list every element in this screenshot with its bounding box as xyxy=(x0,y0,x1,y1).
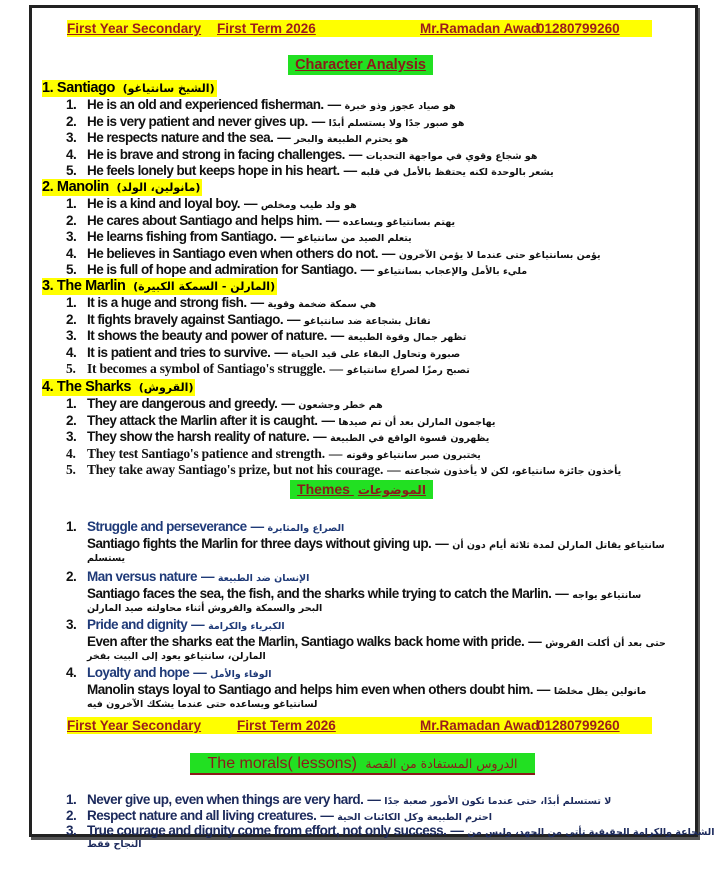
dash: — xyxy=(191,617,205,632)
item-number: 3. xyxy=(66,823,77,838)
header-grade: First Year Secondary xyxy=(67,21,202,36)
section-heading xyxy=(42,80,217,97)
item-number: 2. xyxy=(66,569,77,584)
dash: — xyxy=(243,196,257,211)
item-number: 3. xyxy=(66,429,77,445)
dash: — xyxy=(555,586,569,601)
theme-title: Struggle and perseverance xyxy=(87,519,247,534)
item-arabic: احترم الطبيعة وكل الكائنات الحية xyxy=(337,811,493,823)
item-english: He learns fishing from Santiago. xyxy=(87,229,277,245)
section-heading-ar: (القروش) xyxy=(138,381,194,394)
theme-description-ar: سانتياغو يقاتل المارلن لمدة ثلاثة أيام دون أن xyxy=(452,540,665,551)
character-trait-item xyxy=(66,130,408,148)
item-english: He is an old and experienced fisherman. xyxy=(87,97,324,112)
footer-grade: First Year Secondary xyxy=(67,718,202,733)
top-header-bar xyxy=(67,20,652,37)
item-number: 5. xyxy=(66,361,76,377)
item-english: He is very patient and never gives up. xyxy=(87,113,308,129)
dash: — xyxy=(287,311,300,327)
dash: — xyxy=(250,295,264,310)
dash: — xyxy=(528,634,542,649)
item-arabic: هو ولد طيب ومخلص xyxy=(260,200,357,211)
item-arabic: تظهر جمال وقوة الطبيعة xyxy=(347,332,467,344)
item-english: They are dangerous and greedy. xyxy=(87,396,278,411)
item-arabic: يتعلم الصيد من سانتياغو xyxy=(297,233,412,245)
dash: — xyxy=(381,245,395,261)
themes-title xyxy=(290,480,433,499)
item-arabic: مليء بالأمل والإعجاب بسانتياغو xyxy=(377,266,528,278)
item-arabic: صبورة وتحاول البقاء على قيد الحياة xyxy=(291,348,461,360)
item-english: They take away Santiago's prize, but not his courage. xyxy=(87,462,384,478)
character-trait-item xyxy=(66,446,481,464)
item-number: 5. xyxy=(66,262,77,278)
character-trait-item xyxy=(66,97,456,115)
item-number: 1. xyxy=(66,792,77,807)
item-number: 2. xyxy=(66,807,77,823)
footer-teacher: Mr.Ramadan Awad xyxy=(420,718,540,733)
item-arabic: هو صياد عجوز وذو خبرة xyxy=(344,101,456,112)
dash: — xyxy=(281,396,295,411)
item-number: 3. xyxy=(66,328,77,344)
footer-term: First Term 2026 xyxy=(237,718,336,733)
character-trait-item xyxy=(66,462,621,480)
item-number: 3. xyxy=(66,617,77,632)
item-number: 2. xyxy=(66,212,77,228)
theme-description-ar-continued: البحر والسمكة والقروش أثناء محاولته صيد المارلن xyxy=(87,603,323,614)
dash: — xyxy=(360,262,374,278)
dash: — xyxy=(435,536,449,551)
section-heading-en: 3. The Marlin xyxy=(42,278,130,294)
theme-description-ar-continued: لسانتياغو ويساعده حتى عندما يشكك الآخرون فيه xyxy=(87,699,318,710)
header-term: First Term 2026 xyxy=(217,21,316,36)
character-trait-item xyxy=(66,396,383,414)
section-heading-en: 2. Manolin xyxy=(42,179,113,195)
section-heading xyxy=(42,379,195,396)
item-arabic: يهاجمون المارلن بعد أن تم صيدها xyxy=(338,416,496,428)
item-number: 5. xyxy=(66,462,76,478)
theme-description xyxy=(87,536,665,554)
item-english: He is a kind and loyal boy. xyxy=(87,196,240,211)
theme-title-ar: الكبرياء والكرامة xyxy=(208,621,285,632)
moral-item xyxy=(66,823,715,841)
theme-title: Man versus nature xyxy=(87,569,197,584)
item-arabic: تقاتل بشجاعة ضد سانتياغو xyxy=(304,315,431,327)
section-heading xyxy=(42,278,277,295)
dash: — xyxy=(343,163,357,179)
theme-title-ar: الصراع والمثابرة xyxy=(267,523,345,534)
theme-title-row xyxy=(66,519,344,537)
character-trait-item xyxy=(66,328,466,346)
item-arabic: يشعر بالوحدة لكنه يحتفظ بالأمل في قلبه xyxy=(360,167,554,179)
theme-description xyxy=(87,586,641,604)
item-english: True courage and dignity come from effort, not only success. xyxy=(87,823,447,838)
theme-title: Pride and dignity xyxy=(87,617,188,632)
item-english: It shows the beauty and power of nature. xyxy=(87,328,327,344)
section-heading-ar: (مانولين، الولد) xyxy=(116,181,201,194)
theme-description-en: Santiago faces the sea, the fish, and the sharks while trying to catch the Marlin. xyxy=(87,586,552,601)
character-analysis-title: Character Analysis xyxy=(288,55,433,75)
dash: — xyxy=(277,130,291,146)
item-english: He cares about Santiago and helps him. xyxy=(87,212,322,228)
themes-title-ar: الموضوعات xyxy=(357,483,426,497)
dash: — xyxy=(329,361,343,377)
dash: — xyxy=(348,146,362,162)
item-arabic: يؤمن بسانتياغو حتى عندما لا يؤمن الآخرون xyxy=(398,249,601,261)
item-arabic: هو شجاع وقوي في مواجهة التحديات xyxy=(365,150,538,162)
theme-title-row xyxy=(66,569,309,587)
item-arabic: لا تستسلم أبدًا، حتى عندما تكون الأمور صعبة جدًا xyxy=(384,796,612,807)
item-arabic: الشجاعة والكرامة الحقيقية تأتي من الجهد، وليس من xyxy=(467,827,715,838)
dash: — xyxy=(320,807,334,823)
section-heading-ar: (المارلن - السمكة الكبيرة) xyxy=(133,280,276,293)
character-trait-item xyxy=(66,413,496,431)
moral-arabic-continued: النجاح فقط xyxy=(87,839,142,850)
header-teacher: Mr.Ramadan Awad xyxy=(420,21,540,36)
theme-title-ar: الإنسان ضد الطبيعة xyxy=(217,573,310,584)
theme-description-ar-continued: المارلن، سانتياغو يعود إلى البيت بفخر xyxy=(87,651,266,662)
theme-description-en: Manolin stays loyal to Santiago and helps him even when others doubt him. xyxy=(87,682,533,697)
theme-description-en: Even after the sharks eat the Marlin, Santiago walks back home with pride. xyxy=(87,634,525,649)
item-english: It fights bravely against Santiago. xyxy=(87,311,284,327)
footer-phone: 01280799260 xyxy=(537,718,620,733)
character-trait-item xyxy=(66,246,601,264)
item-english: It becomes a symbol of Santiago's struggle. xyxy=(87,361,326,377)
dash: — xyxy=(311,113,325,129)
item-arabic: هم خطر وجشعون xyxy=(298,400,383,411)
theme-description xyxy=(87,634,666,652)
dash: — xyxy=(450,823,464,838)
item-arabic: يظهرون قسوة الواقع في الطبيعة xyxy=(330,433,490,445)
character-trait-item xyxy=(66,213,455,231)
item-arabic: يهتم بسانتياغو ويساعده xyxy=(342,216,456,228)
dash: — xyxy=(250,519,264,534)
item-number: 3. xyxy=(66,130,77,146)
theme-title-ar: الوفاء والأمل xyxy=(210,669,272,680)
theme-title-row xyxy=(66,617,285,635)
item-english: He feels lonely but keeps hope in his heart. xyxy=(87,163,340,179)
morals-title-en: The morals( lessons) xyxy=(207,755,357,772)
item-english: They test Santiago's patience and strength. xyxy=(87,445,325,461)
theme-description-en: Santiago fights the Marlin for three days without giving up. xyxy=(87,536,432,551)
item-arabic: هو صبور جدًا ولا يستسلم أبدًا xyxy=(328,117,465,129)
item-number: 2. xyxy=(66,311,77,327)
item-english: It is patient and tries to survive. xyxy=(87,344,271,360)
item-arabic: هي سمكة ضخمة وقوية xyxy=(267,299,377,310)
item-english: He is full of hope and admiration for Santiago. xyxy=(87,262,357,278)
section-heading-en: 4. The Sharks xyxy=(42,379,135,395)
dash: — xyxy=(321,412,335,428)
item-english: He believes in Santiago even when others do not. xyxy=(87,245,378,261)
item-english: He is brave and strong in facing challenges. xyxy=(87,146,345,162)
theme-description-ar: سانتياغو يواجه xyxy=(572,590,642,601)
item-arabic: تصبح رمزًا لصراع سانتياغو xyxy=(346,365,470,377)
item-number: 1. xyxy=(66,97,77,112)
dash: — xyxy=(313,429,327,445)
section-heading-en: 1. Santiago xyxy=(42,80,119,96)
character-trait-item xyxy=(66,429,489,447)
dash: — xyxy=(274,344,288,360)
item-number: 4. xyxy=(66,344,77,360)
item-arabic: يأخذون جائزة سانتياغو، لكن لا يأخذون شجاعته xyxy=(404,466,622,478)
item-number: 1. xyxy=(66,519,77,534)
dash: — xyxy=(328,445,343,461)
character-trait-item xyxy=(66,361,470,379)
item-english: They attack the Marlin after it is caught. xyxy=(87,412,318,428)
item-number: 2. xyxy=(66,113,77,129)
item-number: 4. xyxy=(66,445,76,461)
item-number: 1. xyxy=(66,396,77,411)
dash: — xyxy=(193,665,207,680)
theme-title: Loyalty and hope xyxy=(87,665,190,680)
item-number: 5. xyxy=(66,163,77,179)
header-phone: 01280799260 xyxy=(537,21,620,36)
item-english: They show the harsh reality of nature. xyxy=(87,429,310,445)
item-number: 4. xyxy=(66,245,77,261)
item-number: 2. xyxy=(66,412,77,428)
dash: — xyxy=(280,229,294,245)
dash: — xyxy=(387,462,401,478)
character-trait-item xyxy=(66,147,537,165)
dash: — xyxy=(327,97,341,112)
dash: — xyxy=(330,328,344,344)
dash: — xyxy=(536,682,550,697)
morals-title xyxy=(190,753,535,775)
section-heading-ar: (الشيخ سانتياغو) xyxy=(122,82,215,95)
character-trait-item xyxy=(66,196,357,214)
item-english: Respect nature and all living creatures. xyxy=(87,807,317,823)
character-trait-item xyxy=(66,345,460,363)
dash: — xyxy=(367,792,381,807)
item-arabic: يختبرون صبر سانتياغو وقوته xyxy=(346,449,481,461)
item-number: 1. xyxy=(66,196,77,211)
character-trait-item xyxy=(66,312,431,330)
item-number: 3. xyxy=(66,229,77,245)
item-english: He respects nature and the sea. xyxy=(87,130,274,146)
item-number: 4. xyxy=(66,146,77,162)
character-trait-item xyxy=(66,295,376,313)
character-trait-item xyxy=(66,114,464,132)
dash: — xyxy=(200,569,214,584)
character-trait-item xyxy=(66,229,412,247)
theme-description-ar-continued: يستسلم xyxy=(87,553,126,564)
dash: — xyxy=(325,212,339,228)
morals-title-ar: الدروس المستفادة من القصة xyxy=(365,756,518,771)
item-arabic: هو يحترم الطبيعة والبحر xyxy=(294,134,409,146)
item-number: 1. xyxy=(66,295,77,310)
theme-description xyxy=(87,682,646,700)
item-english: It is a huge and strong fish. xyxy=(87,295,247,310)
item-number: 4. xyxy=(66,665,77,680)
footer-header-bar xyxy=(67,717,652,734)
theme-description-ar: مانولين يظل مخلصًا xyxy=(553,686,647,697)
theme-description-ar: حتى بعد أن أكلت القروش xyxy=(545,638,666,649)
section-heading xyxy=(42,179,202,196)
themes-title-en: Themes xyxy=(297,481,350,497)
theme-title-row xyxy=(66,665,272,683)
item-english: Never give up, even when things are very hard. xyxy=(87,792,364,807)
